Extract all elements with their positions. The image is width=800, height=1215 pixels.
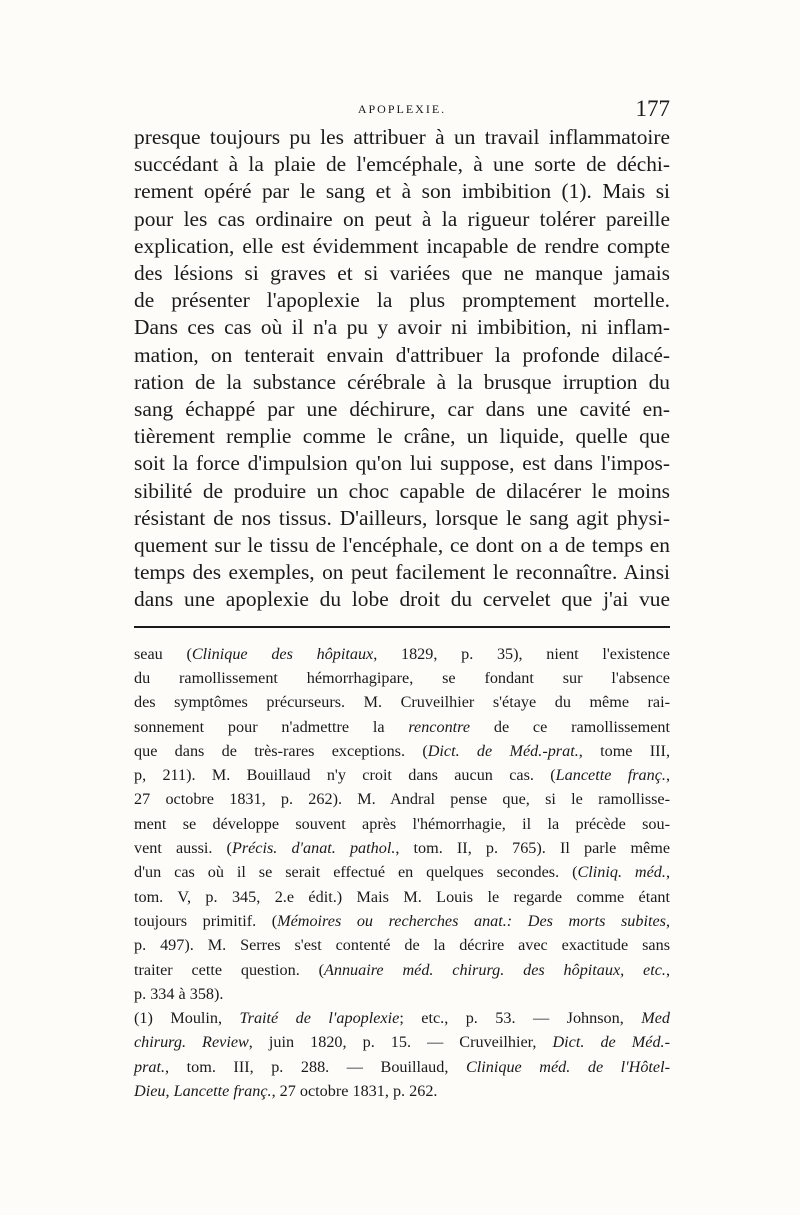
note-text: p. 334 à 358). [134, 984, 224, 1003]
footnote-citation-title: chirurg. Review [134, 1033, 249, 1052]
note-line [134, 860, 670, 884]
footnote-citation-title: Clinique méd. de l'Hôtel- [465, 1057, 670, 1076]
footnote-text: , tom. III, p. 288. — Bouillaud, [165, 1057, 466, 1076]
page-number: 177 [635, 96, 670, 121]
footnote-line [134, 1079, 670, 1103]
note-text: 27 octobre 1831, p. 262). M. Andral pense que, si le ramollisse- [134, 790, 670, 809]
footnote-line [134, 1030, 670, 1054]
footnote-citation-title: Med [641, 1009, 670, 1028]
note-text: seau ( [134, 644, 192, 663]
footnote-citation-title: Lancette franç. [173, 1082, 272, 1100]
body-line: Dans ces cas où il n'a pu y avoir ni imbibition, ni inflam- [134, 315, 670, 340]
footnote-text: ; etc., p. 53. — Johnson, [399, 1009, 642, 1028]
footnote [134, 1006, 670, 1103]
note-line [134, 958, 670, 982]
footnote-text: (1) Moulin, [134, 1009, 240, 1028]
body-line: tièrement remplie comme le crâne, un liquide, quelle que [134, 424, 670, 449]
footnote-text: , 27 octobre 1831, p. 262. [271, 1082, 438, 1100]
note-line [134, 885, 670, 909]
note-text: que dans de très-rares exceptions. ( [134, 741, 428, 760]
body-line: sang échappé par une déchirure, car dans une cavité en- [134, 397, 670, 422]
note-text: , tom. II, p. 765). Il parle même [395, 839, 671, 858]
note-text: traiter cette question. ( [134, 960, 324, 979]
note-line [134, 715, 670, 739]
footnote-line [134, 1006, 670, 1030]
note-line [134, 642, 670, 666]
footnote-text: , [165, 1082, 174, 1100]
note-text: toujours primitif. ( [134, 911, 278, 930]
running-title: APOPLEXIE. [357, 102, 447, 116]
note-line [134, 787, 670, 811]
note-citation-title: rencontre [408, 717, 471, 736]
note-citation-title: Lancette franç. [555, 766, 666, 785]
body-line: dans une apoplexie du lobe droit du cervelet que j'ai vue [134, 587, 670, 612]
body-line: des lésions si graves et si variées que ne manque jamais [134, 261, 670, 286]
note-line [134, 909, 670, 933]
footnote-separator [134, 626, 670, 628]
note-text: de ce ramollissement [470, 717, 670, 736]
note-citation-title: Annuaire méd. chirurg. des hôpitaux, etc. [323, 960, 666, 979]
footnote-line [134, 1055, 670, 1079]
note-text: sonnement pour n'admettre la [134, 717, 409, 736]
note-text: , [665, 863, 670, 882]
note-line [134, 812, 670, 836]
book-page [134, 96, 670, 1103]
footnote-citation-title: prat. [134, 1057, 166, 1076]
note-line [134, 982, 670, 1006]
footnote-citation-title: Traité de l'apoplexie [239, 1009, 400, 1028]
body-line: ration de la substance cérébrale à la brusque irruption du [134, 369, 670, 394]
note-citation-title: Cliniq. méd. [577, 863, 666, 882]
body-line: pour les cas ordinaire on peut à la rigueur tolérer pareille [134, 206, 670, 231]
note-text: p. 497). M. Serres s'est contenté de la décrire avec exactitude sans [134, 936, 670, 955]
body-line: mation, on tenterait envain d'attribuer la profonde dilacé- [134, 342, 670, 367]
note-line [134, 836, 670, 860]
note-text: des symptômes précurseurs. M. Cruveilhier s'étaye du même rai- [134, 693, 670, 712]
note-text: , tome III, [578, 741, 670, 760]
footnote-citation-title: Dict. de Méd.- [552, 1033, 670, 1052]
body-line: quement sur le tissu de l'encéphale, ce dont on a de temps en [134, 533, 670, 558]
note-text: vent aussi. ( [134, 839, 232, 858]
note-text: d'un cas où il se serait effectué en quelques secondes. ( [134, 863, 578, 882]
body-line: succédant à la plaie de l'emcéphale, à une sorte de déchi- [134, 152, 670, 177]
continued-note [134, 642, 670, 1006]
note-citation-title: Dict. de Méd.-prat. [427, 741, 579, 760]
note-text: tom. V, p. 345, 2.e édit.) Mais M. Louis le regarde comme étant [134, 887, 670, 906]
footnote-text: , juin 1820, p. 15. — Cruveilhier, [248, 1033, 553, 1052]
body-line: sibilité de produire un choc capable de dilacérer le moins [134, 478, 670, 503]
note-text: , [665, 911, 670, 930]
note-text: p, 211). M. Bouillaud n'y croit dans aucun cas. ( [134, 766, 556, 785]
body-line: rement opéré par le sang et à son imbibition (1). Mais si [134, 179, 670, 204]
note-citation-title: Clinique des hôpitaux [191, 644, 374, 663]
note-text: , 1829, p. 35), nient l'existence [373, 644, 670, 663]
note-text: , [665, 960, 671, 979]
note-line [134, 763, 670, 787]
note-line [134, 739, 670, 763]
body-line: résistant de nos tissus. D'ailleurs, lorsque le sang agit physi- [134, 505, 670, 530]
body-line: temps des exemples, on peut facilement le reconnaître. Ainsi [134, 560, 670, 585]
note-citation-title: Précis. d'anat. pathol. [231, 839, 396, 858]
note-text: , [665, 766, 670, 785]
note-line [134, 666, 670, 690]
page-header [134, 96, 670, 124]
body-line: de présenter l'apoplexie la plus promptement mortelle. [134, 288, 670, 313]
note-line [134, 690, 670, 714]
main-paragraph [134, 124, 670, 614]
note-text: du ramollissement hémorrhagipare, se fondant sur l'absence [134, 668, 670, 687]
body-line: explication, elle est évidemment incapable de rendre compte [134, 233, 670, 258]
note-text: ment se développe souvent après l'hémorrhagie, il la précède sou- [134, 814, 670, 833]
footnote-citation-title: Dieu [134, 1082, 166, 1100]
note-citation-title: Mémoires ou recherches anat.: Des morts subites [277, 911, 666, 930]
body-line: soit la force d'impulsion qu'on lui suppose, est dans l'impos- [134, 451, 670, 476]
note-line [134, 933, 670, 957]
body-line: presque toujours pu les attribuer à un travail inflammatoire [134, 125, 670, 149]
